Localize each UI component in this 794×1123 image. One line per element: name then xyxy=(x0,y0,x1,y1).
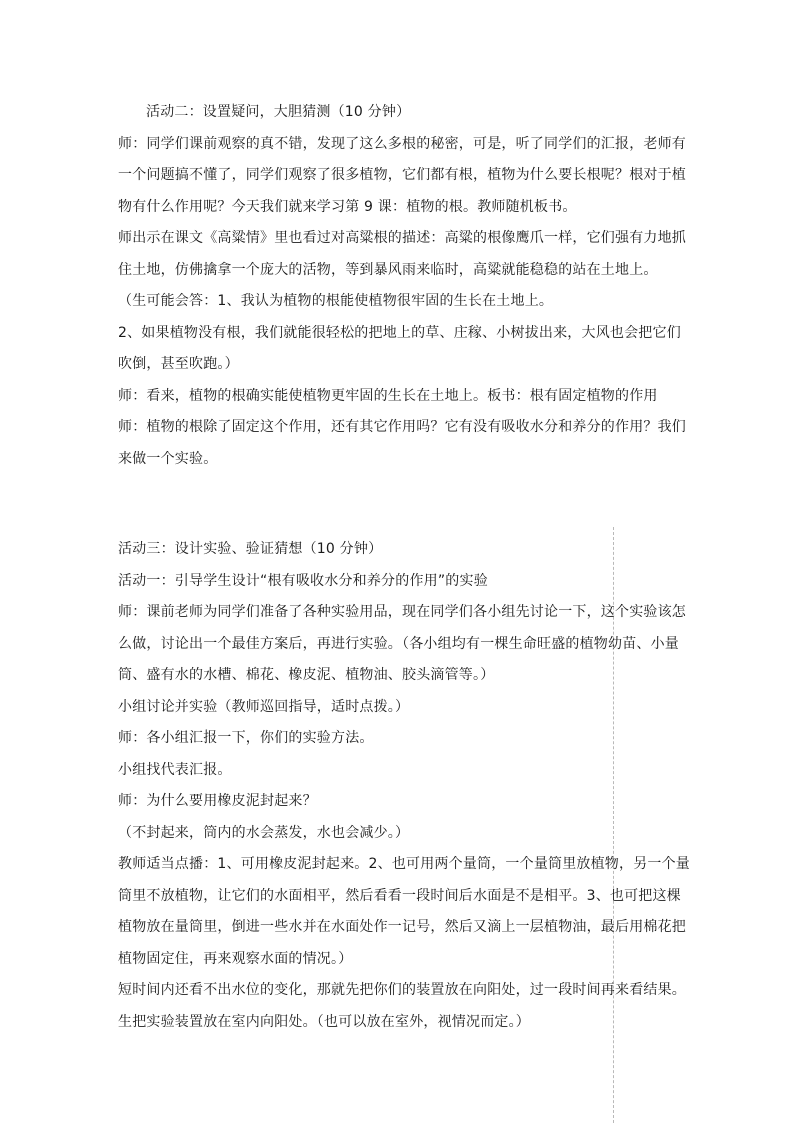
paragraph-line: 住土地，仿佛擒拿一个庞大的活物，等到暴风雨来临时，高粱就能稳稳的站在土地上。 xyxy=(118,261,658,278)
paragraph-line: 植物放在量筒里，倒进一些水并在水面处作一记号，然后又滴上一层植物油，最后用棉花把 xyxy=(118,919,686,935)
paragraph-line: 师：同学们课前观察的真不错，发现了这么多根的秘密，可是，听了同学们的汇报，老师有 xyxy=(118,135,686,152)
paragraph-line: 师：课前老师为同学们准备了各种实验用品，现在同学们各小组先讨论一下，这个实验该怎 xyxy=(118,604,686,620)
paragraph-line: 教师适当点播：1、可用橡皮泥封起来。2、也可用两个量筒，一个量筒里放植物，另一个量 xyxy=(118,856,691,872)
paragraph-line: 短时间内还看不出水位的变化，那就先把你们的装置放在向阳处，过一段时间再来看结果。 xyxy=(118,982,686,998)
paragraph-line: （不封起来，筒内的水会蒸发，水也会减少。） xyxy=(118,824,410,841)
paragraph-line: 师出示在课文《高粱情》里也看过对高粱根的描述：高粱的根像鹰爪一样，它们强有力地抓 xyxy=(118,230,686,246)
paragraph-line: 生把实验装置放在室内向阳处。（也可以放在室外，视情况而定。） xyxy=(118,1013,530,1030)
paragraph-line: 植物固定住，再来观察水面的情况。） xyxy=(118,950,353,967)
activity-three-section xyxy=(118,534,691,1038)
paragraph-line: 筒里不放植物，让它们的水面相平，然后看看一段时间后水面是不是相平。3、也可把这棵 xyxy=(118,887,681,904)
activity-two-section xyxy=(118,97,686,475)
paragraph-line: （生可能会答：1、我认为植物的根能使植物很牢固的生长在土地上。 xyxy=(118,293,554,309)
paragraph-line: 筒、盛有水的水槽、棉花、橡皮泥、植物油、胶头滴管等。） xyxy=(118,667,495,683)
paragraph-line: 师：各小组汇报一下，你们的实验方法。 xyxy=(118,730,374,746)
paragraph-line: 2、如果植物没有根，我们就能很轻松的把地上的草、庄稼、小树拔出来，大风也会把它们 xyxy=(118,324,681,341)
paragraph-line: 师：植物的根除了固定这个作用，还有其它作用吗？它有没有吸收水分和养分的作用？我们 xyxy=(118,419,686,435)
activity-two-heading: 活动二：设置疑问，大胆猜测（10 分钟） xyxy=(146,104,411,120)
activity-one-heading: 活动一：引导学生设计“根有吸收水分和养分的作用”的实验 xyxy=(118,572,488,589)
paragraph-line: 物有什么作用呢？今天我们就来学习第 9 课：植物的根。教师随机板书。 xyxy=(118,198,577,215)
paragraph-line: 来做一个实验。 xyxy=(118,450,218,467)
paragraph-line: 吹倒，甚至吹跑。） xyxy=(118,356,239,372)
paragraph-line: 么做，讨论出一个最佳方案后，再进行实验。（各小组均有一棵生命旺盛的植物幼苗、小量 xyxy=(118,635,679,652)
paragraph-line: 师：看来，植物的根确实能使植物更牢固的生长在土地上。板书：根有固定植物的作用 xyxy=(118,387,658,404)
paragraph-line: 小组讨论并实验（教师巡回指导，适时点拨。） xyxy=(118,698,410,715)
activity-three-heading: 活动三：设计实验、验证猜想（10 分钟） xyxy=(118,541,383,557)
paragraph-line: 一个问题搞不懂了，同学们观察了很多植物，它们都有根，植物为什么要长根呢？根对于植 xyxy=(118,167,686,183)
paragraph-line: 小组找代表汇报。 xyxy=(118,761,232,778)
paragraph-line: 师：为什么要用橡皮泥封起来？ xyxy=(118,793,317,809)
